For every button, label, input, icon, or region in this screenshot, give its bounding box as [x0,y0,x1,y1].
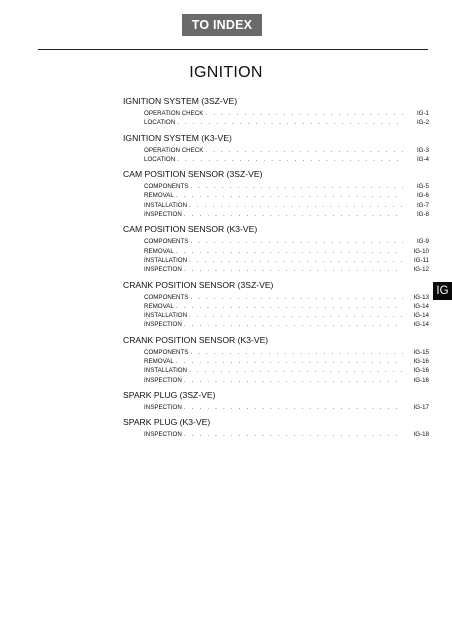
toc-entry[interactable] [144,182,429,191]
toc-section [123,224,429,274]
toc-section-title: IGNITION SYSTEM (3SZ-VE) [123,96,238,106]
toc-entry-label: INSPECTION [144,403,182,411]
toc-section [123,133,429,165]
toc-entry-page: IG-2 [416,119,429,127]
toc-entry-label: OPERATION CHECK [144,146,204,154]
toc-entry-label: COMPONENTS [144,293,189,301]
toc-section-title: CAM POSITION SENSOR (3SZ-VE) [123,169,263,180]
dot-leader [184,430,403,439]
dot-leader [189,201,403,210]
toc-entry[interactable] [144,357,429,366]
dot-leader [176,302,403,311]
to-index-button[interactable]: TO INDEX [182,14,262,36]
toc-section [123,390,429,412]
toc-entry-page: IG-17 [413,403,429,411]
toc-entry[interactable] [144,320,429,329]
toc-section-title: SPARK PLUG (3SZ-VE) [123,389,216,400]
toc-entry[interactable] [144,146,429,155]
toc-entry[interactable] [144,109,429,118]
dot-leader [190,237,403,246]
toc-entry[interactable] [144,118,429,127]
toc-entry[interactable] [144,403,429,412]
dot-leader [184,210,403,219]
toc-section [123,417,429,439]
toc-section-title: IGNITION SYSTEM (K3-VE) [123,132,232,143]
toc-entry-page: IG-16 [413,376,429,384]
dot-leader [189,311,403,320]
toc-entry[interactable] [144,210,429,219]
toc-section-title: SPARK PLUG (K3-VE) [123,417,211,428]
toc-entry-label: INSTALLATION [144,256,188,264]
toc-entry-label: OPERATION CHECK [144,110,204,117]
toc-entry[interactable] [144,237,429,246]
toc-entry-label: INSPECTION [144,431,182,439]
dot-leader [190,182,403,191]
dot-leader [177,118,403,127]
toc-entry-label: INSPECTION [144,266,182,274]
toc-entry-page: IG-14 [413,321,429,329]
toc-entry[interactable] [144,265,429,274]
toc-entry-label: LOCATION [144,155,176,163]
toc-entry[interactable] [144,247,429,256]
dot-leader [177,155,403,164]
toc-entry-label: INSTALLATION [144,312,188,320]
toc-section [123,169,429,219]
toc-entry-label: INSPECTION [144,376,182,384]
toc-entry-page: IG-13 [413,293,429,301]
toc-entry[interactable] [144,155,429,164]
toc-entry-page: IG-6 [416,192,429,200]
dot-leader [190,293,403,302]
dot-leader [189,256,403,265]
toc-entry[interactable] [144,256,429,265]
toc-entry-page: IG-11 [413,256,429,264]
toc-entry[interactable] [144,376,429,385]
toc-entry-label: INSTALLATION [144,367,188,375]
toc-section-title: CRANK POSITION SENSOR (3SZ-VE) [123,279,274,290]
table-of-contents [123,96,429,445]
toc-entry-page: IG-16 [413,367,429,375]
toc-entry[interactable] [144,366,429,375]
toc-section [123,280,429,330]
toc-entry-label: INSTALLATION [144,201,188,209]
toc-entry-page: IG-3 [416,146,429,154]
toc-entry-label: COMPONENTS [144,348,189,356]
dot-leader [184,265,403,274]
toc-entry-page: IG-10 [413,247,429,255]
toc-entry-page: IG-8 [416,211,429,219]
toc-entry-page: IG-16 [413,358,429,366]
dot-leader [176,247,403,256]
toc-entry-label: INSPECTION [144,321,182,329]
toc-entry-page: IG-7 [416,201,429,209]
toc-section-title: CAM POSITION SENSOR (K3-VE) [123,224,258,235]
dot-leader [190,348,403,357]
dot-leader [176,191,403,200]
toc-entry-label: REMOVAL [144,358,174,366]
toc-entry[interactable] [144,302,429,311]
dot-leader [189,366,403,375]
toc-entry-page: IG-14 [413,302,429,310]
toc-entry[interactable] [144,293,429,302]
dot-leader [205,146,403,155]
dot-leader [205,109,403,118]
toc-entry[interactable] [144,348,429,357]
toc-entry[interactable] [144,311,429,320]
toc-entry-page: IG-18 [413,431,429,439]
toc-entry-label: REMOVAL [144,192,174,200]
toc-section [123,96,429,128]
toc-entry-label: REMOVAL [144,247,174,255]
dot-leader [176,357,403,366]
toc-entry[interactable] [144,201,429,210]
toc-entry-label: INSPECTION [144,211,182,219]
toc-entry-page: IG-4 [416,155,429,163]
toc-entry-page: IG-15 [413,348,429,356]
dot-leader [184,320,403,329]
toc-entry[interactable] [144,191,429,200]
toc-entry-label: REMOVAL [144,302,174,310]
toc-entry-label: COMPONENTS [144,238,189,246]
toc-entry-label: LOCATION [144,119,176,127]
toc-entry-page: IG-14 [413,312,429,320]
toc-entry-page: IG-9 [416,238,429,246]
toc-entry-page: IG-5 [416,183,429,191]
dot-leader [184,403,403,412]
toc-entry[interactable] [144,430,429,439]
section-tab-ig: IG [433,282,452,300]
page-title: IGNITION [189,64,263,81]
toc-entry-label: COMPONENTS [144,183,189,191]
toc-section [123,335,429,385]
header-divider [38,49,428,50]
toc-entry-page: IG-1 [416,110,429,117]
dot-leader [184,376,403,385]
toc-section-title: CRANK POSITION SENSOR (K3-VE) [123,334,269,345]
toc-entry-page: IG-12 [413,266,429,274]
